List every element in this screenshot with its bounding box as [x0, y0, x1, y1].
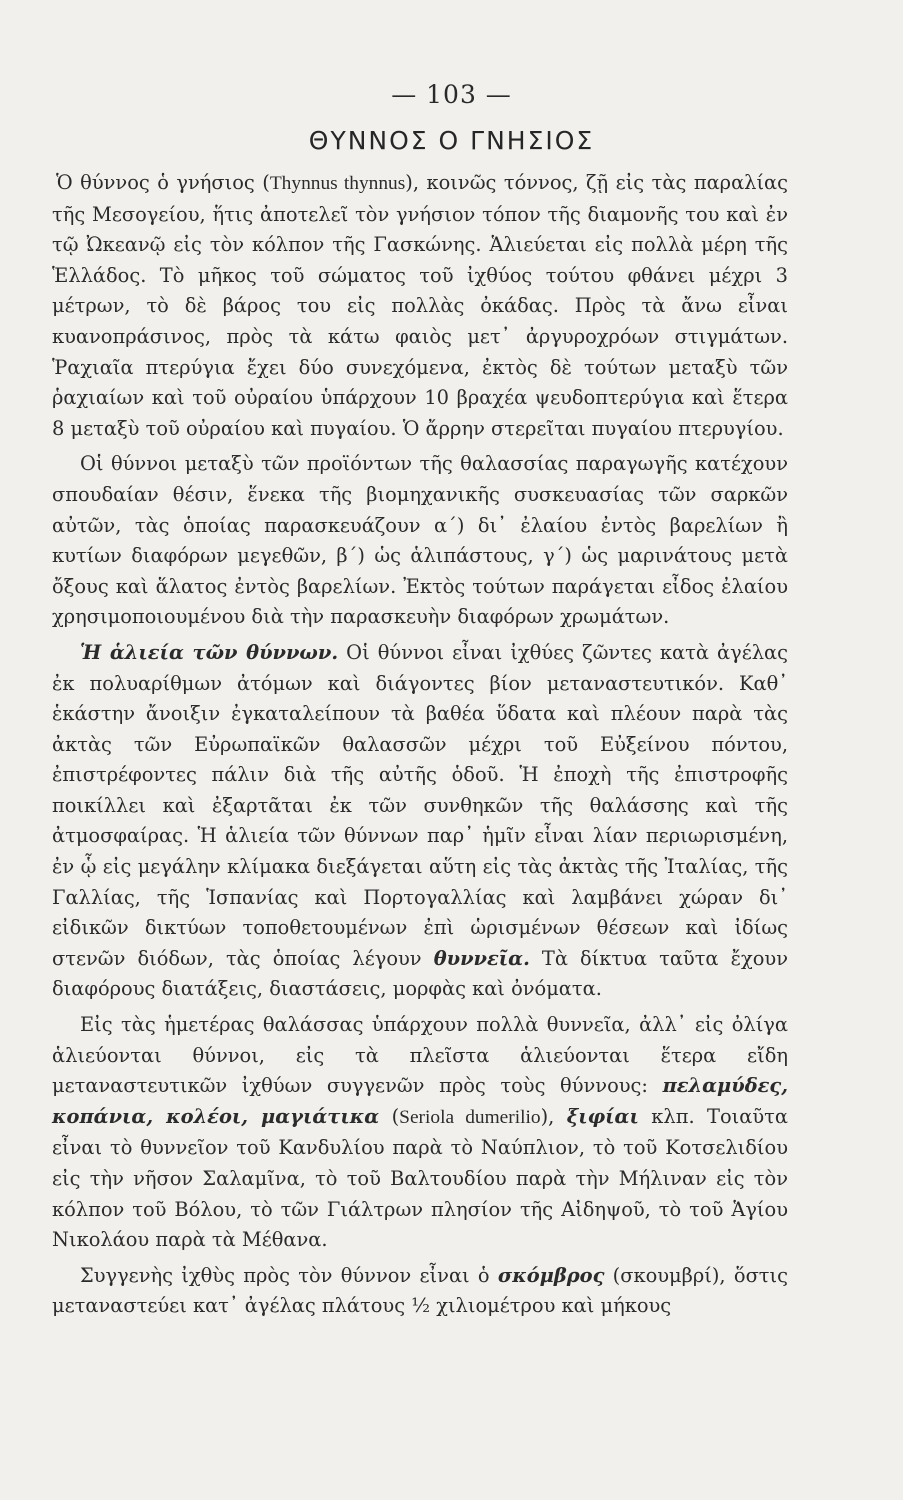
paragraph-mackerel [52, 1261, 788, 1322]
text-segment: (σκουμβρί), ὅστις μεταναστεύει κατ᾽ ἀγέλας πλάτους ½ χιλιομέτρου καὶ μήκους [52, 1263, 788, 1318]
paragraph-products [52, 449, 788, 633]
text-segment: κλπ. Τοιαῦτα εἶναι τὸ θυννεῖον τοῦ Κανδυλίου παρὰ τὸ Ναύπλιον, τὸ τοῦ Κοτσελιδίου εἰς τὴν νῆσον Σαλαμῖνα, τὸ τοῦ Βαλτουδίου παρὰ τὴν Μήλιναν εἰς τὸν κόλπον τοῦ Βόλου, τὸ τῶν Γιάλτρων πλησίον τῆς Αἰδηψοῦ, τὸ τοῦ Ἁγίου Νικολάου παρὰ τὰ Μέθανα. [52, 1104, 788, 1252]
paragraph-greek-seas [52, 1010, 788, 1256]
section-heading: Ἡ ἁλιεία τῶν θύννων. [80, 640, 339, 664]
page-title: ΘΥΝΝΟΣ Ο ΓΝΗΣΙΟΣ [308, 126, 595, 155]
emphasis-term: ξιφίαι [566, 1104, 639, 1128]
page-number: — 103 — [391, 80, 512, 109]
paragraph-thynnus-description [52, 168, 788, 444]
text-segment: ( [379, 1104, 400, 1128]
text-segment: Εἰς τὰς ἡμετέρας θαλάσσας ὑπάρχουν πολλὰ θυννεῖα, ἀλλ᾽ εἰς ὀλίγα ἁλιεύονται θύννοι, εἰς τὰ πλεῖστα ἁλιεύονται ἕτερα εἴδη μεταναστευτικῶν ἰχθύων συγγενῶν πρὸς τοὺς θύννους: [52, 1013, 788, 1098]
body-text [52, 168, 788, 1327]
scientific-name: Seriola dumerilio [399, 1106, 541, 1128]
text-segment: ), κοινῶς τόννος, ζῇ εἰς τὰς παραλίας τῆς Μεσογείου, ἥτις ἀποτελεῖ τὸν γνήσιον τόπον τῆς διαμονῆς του καὶ ἐν τῷ Ὠκεανῷ εἰς τὸν κόλπον τῆς Γασκώνης. Ἁλιεύεται εἰς πολλὰ μέρη τῆς Ἑλλάδος. Τὸ μῆκος τοῦ σώματος τοῦ ἰχθύος τούτου φθάνει μέχρι 3 μέτρων, τὸ δὲ βάρος του εἰς πολλὰς ὀκάδας. Πρὸς τὰ ἄνω εἶναι κυανοπράσινος, πρὸς τὰ κάτω φαιὸς μετ᾽ ἀργυροχρόων στιγμάτων. Ῥαχιαῖα πτερύγια ἔχει δύο συνεχόμενα, ἐκτὸς δὲ τούτων μεταξὺ τῶν ῥαχιαίων καὶ τοῦ οὐραίου ὑπάρχουν 10 βραχέα ψευδοπτερύγια καὶ ἕτερα 8 μεταξὺ τοῦ οὐραίου καὶ πυγαίου. Ὁ ἄρρην στερεῖται πυγαίου πτερυγίου. [52, 171, 789, 440]
emphasis-term: πελαμύδες, κοπάνια, κολέοι, μαγιάτικα [52, 1074, 788, 1128]
text-segment: ), [540, 1104, 567, 1128]
text-segment: Οἱ θύννοι μεταξὺ τῶν προϊόντων τῆς θαλασσίας παραγωγῆς κατέχουν σπουδαίαν θέσιν, ἕνεκα τῆς βιομηχανικῆς συσκευασίας τῶν σαρκῶν αὐτῶν, τὰς ὁποίας παρασκευάζουν α΄) δι᾽ ἐλαίου ἐντὸς βαρελίων ἢ κυτίων διαφόρων μεγεθῶν, β΄) ὡς ἁλιπάστους, γ΄) ὡς μαρινάτους μετὰ ὄξους καὶ ἅλατος ἐντὸς βαρελίων. Ἐκτὸς τούτων παράγεται εἶδος ἐλαίου χρησιμοποιουμένου διὰ τὴν παρασκευὴν διαφόρων χρωμάτων. [52, 452, 788, 629]
paragraph-fishing [52, 638, 788, 1005]
scientific-name: Thynnus thynnus [269, 173, 406, 194]
text-segment: Τὰ δίκτυα ταῦτα ἔχουν διαφόρους διατάξεις, διαστάσεις, μορφὰς καὶ ὀνόματα. [52, 946, 789, 1001]
text-segment: Συγγενὴς ἰχθὺς πρὸς τὸν θύννον εἶναι ὁ [80, 1263, 498, 1287]
text-segment: Ὁ θύννος ὁ γνήσιος ( [56, 171, 270, 194]
text-segment: Οἱ θύννοι εἶναι ἰχθύες ζῶντες κατὰ ἀγέλας ἐκ πολυαρίθμων ἀτόμων καὶ διάγοντες βίον μεταναστευτικόν. Καθ᾽ ἑκάστην ἄνοιξιν ἐγκαταλείπουν τὰ βαθέα ὕδατα καὶ πλέουν παρὰ τὰς ἀκτὰς τῶν Εὐρωπαϊκῶν θαλασσῶν μέχρι τοῦ Εὐξείνου πόντου, ἐπιστρέφοντες πάλιν διὰ τῆς αὐτῆς ὁδοῦ. Ἡ ἐποχὴ τῆς ἐπιστροφῆς ποικίλλει καὶ ἐξαρτᾶται ἐκ τῶν συνθηκῶν τῆς θαλάσσης καὶ τῆς ἀτμοσφαίρας. Ἡ ἁλιεία τῶν θύννων παρ᾽ ἡμῖν εἶναι λίαν περιωρισμένη, ἐν ᾧ εἰς μεγάλην κλίμακα διεξάγεται αὕτη εἰς τὰς ἀκτὰς τῆς Ἰταλίας, τῆς Γαλλίας, τῆς Ἱσπανίας καὶ Πορτογαλλίας καὶ λαμβάνει χώραν δι᾽ εἰδικῶν δικτύων τοποθετουμένων ἐπὶ ὡρισμένων θέσεων καὶ ἰδίως στενῶν διόδων, τὰς ὁποίας λέγουν [52, 640, 788, 970]
emphasis-term: σκόμβρος [497, 1263, 605, 1287]
emphasis-term: θυννεῖα. [433, 946, 530, 970]
